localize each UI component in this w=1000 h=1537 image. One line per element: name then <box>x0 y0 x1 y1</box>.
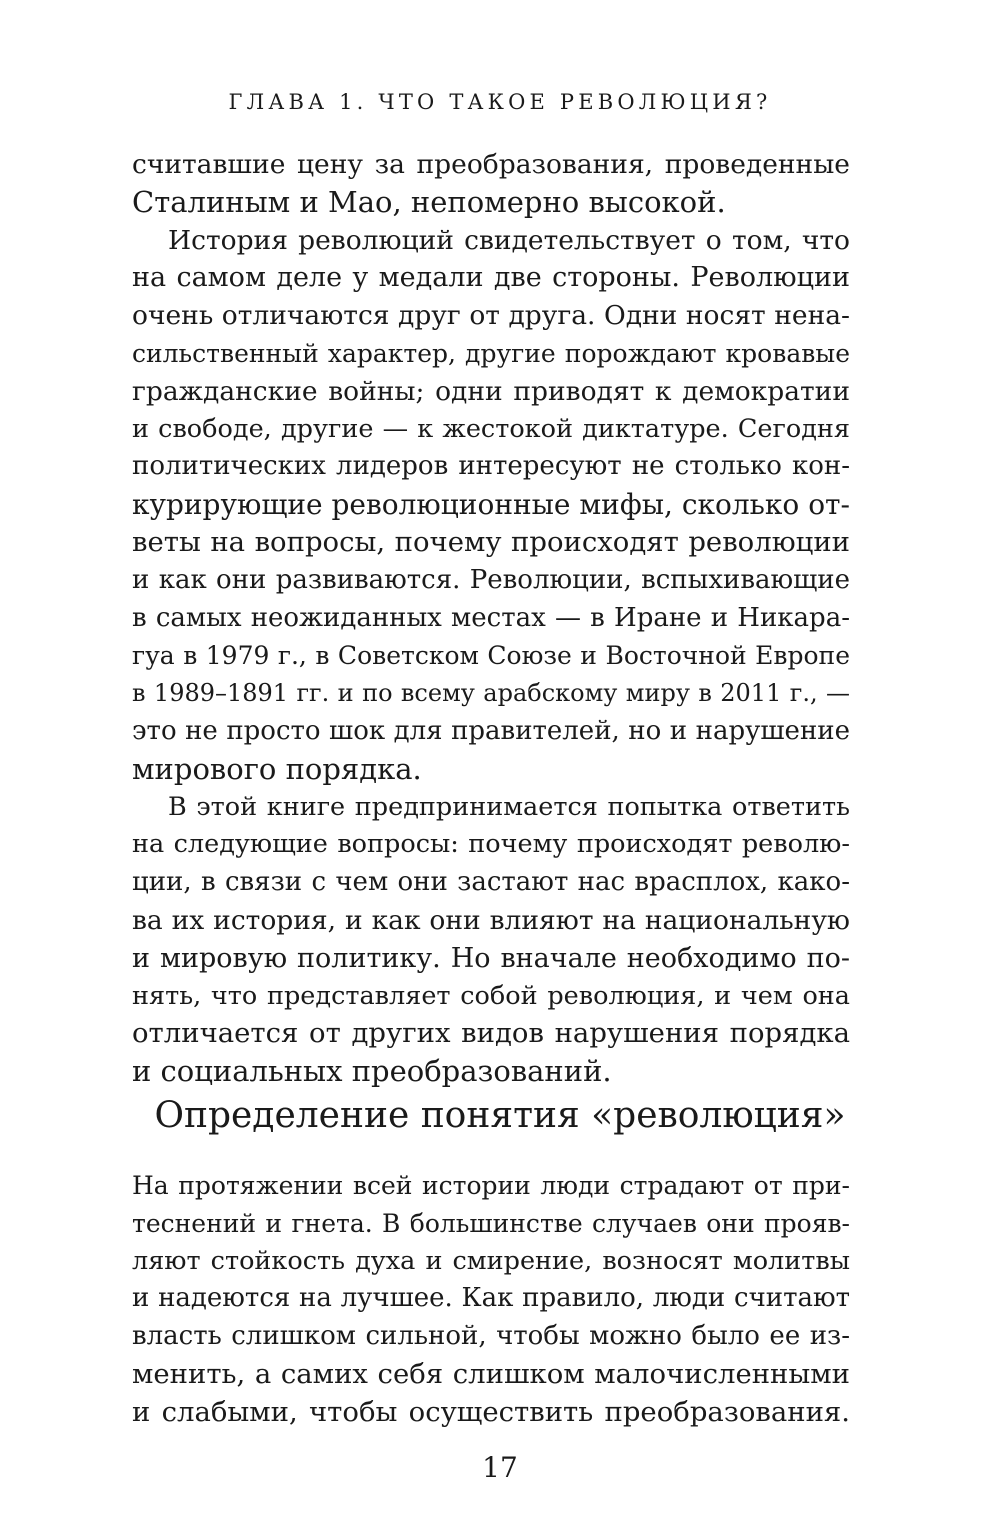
paragraph <box>132 146 850 222</box>
text-line: В этой книге предпринимается попытка ответить <box>168 791 850 822</box>
text-line: в 1989–1891 гг. и по всему арабскому миру в 2011 г., — <box>132 679 850 708</box>
text-line: курирующие революционные мифы, сколько от- <box>132 488 850 522</box>
section-heading: Определение понятия «революция» <box>154 1095 846 1136</box>
text-line: отличается от других видов нарушения порядка <box>132 1017 850 1050</box>
text-line: в самых неожиданных местах — в Иране и Никара- <box>132 602 850 633</box>
text-line: сильственный характер, другие порождают кровавые <box>132 338 850 368</box>
text-line: и свободе, другие — к жестокой диктатуре. Сегодня <box>132 413 850 444</box>
text-line: считавшие цену за преобразования, проведенные <box>132 149 850 180</box>
text-line: ляют стойкость духа и смирение, возносят молитвы <box>132 1245 850 1276</box>
text-line: гуа в 1979 г., в Советском Союзе и Восточной Европе <box>132 641 850 671</box>
text-line: мирового порядка. <box>132 751 422 786</box>
running-head: ГЛАВА 1. ЧТО ТАКОЕ РЕВОЛЮЦИЯ? <box>228 90 772 114</box>
text-line: веты на вопросы, почему происходят революции <box>132 525 850 558</box>
text-line: Сталиным и Мао, непомерно высокой. <box>132 184 726 219</box>
text-line: нять, что представляет собой революция, и чем она <box>132 980 850 1011</box>
text-line: политических лидеров интересуют не столько кон- <box>132 451 850 482</box>
text-line: и слабыми, чтобы осуществить преобразования. <box>132 1395 850 1428</box>
text-line: это не просто шок для правителей, но и нарушение <box>132 715 850 746</box>
page-number: 17 <box>482 1451 518 1484</box>
text-line: теснений и гнета. В большинстве случаев они прояв- <box>132 1208 850 1238</box>
text-line: менить, а самих себя слишком малочисленными <box>132 1357 850 1390</box>
text-line: на самом деле у медали две стороны. Революции <box>132 262 850 294</box>
body-text-after-heading <box>132 1167 850 1432</box>
text-line: и как они развиваются. Революции, вспыхивающие <box>132 564 850 595</box>
body-text-before-heading <box>132 146 850 1091</box>
text-line: и надеются на лучшее. Как правило, люди считают <box>132 1283 850 1314</box>
text-line: гражданские войны; одни приводят к демократии <box>132 375 850 407</box>
text-line: на следующие вопросы: почему происходят револю- <box>132 829 850 860</box>
text-line: и мировую политику. Но вначале необходимо по- <box>132 942 850 974</box>
text-line: ции, в связи с чем они застают нас врасплох, како- <box>132 867 850 898</box>
paragraph <box>132 1167 850 1432</box>
paragraph <box>132 789 850 1091</box>
text-line: История революций свидетельствует о том, что <box>168 224 850 256</box>
text-line: ва их история, и как они влияют на национальную <box>132 904 850 936</box>
text-line: власть слишком сильной, чтобы можно было ее из- <box>132 1321 850 1352</box>
text-line: и социальных преобразований. <box>132 1054 612 1089</box>
text-line: очень отличаются друг от друга. Одни носят нена- <box>132 300 850 332</box>
paragraph <box>132 222 850 789</box>
text-line: На протяжении всей истории люди страдают от при- <box>132 1171 850 1200</box>
